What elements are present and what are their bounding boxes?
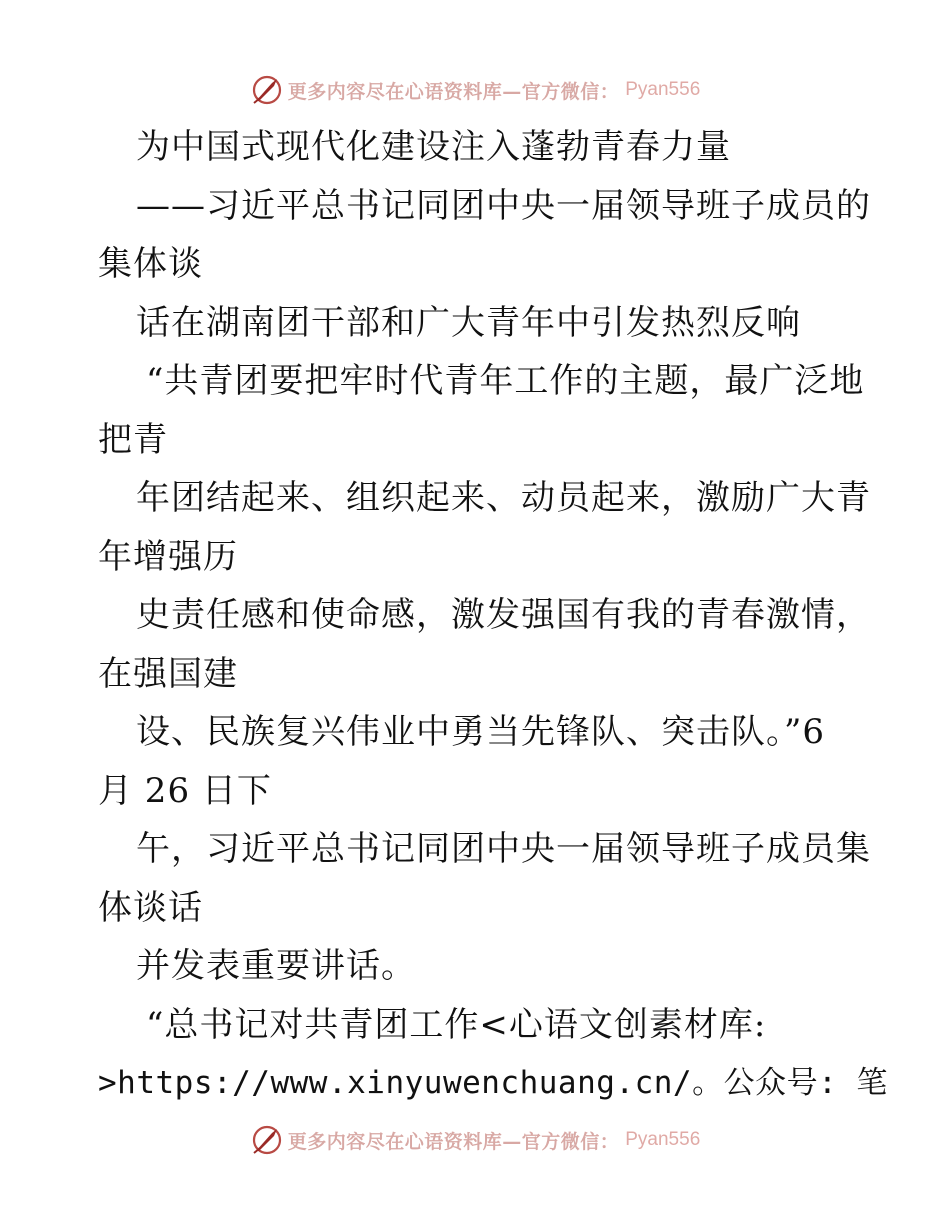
doc-line: 月 26 日下: [98, 770, 272, 811]
footer-watermark: [0, 1120, 950, 1160]
doc-subtitle: ——习近平总书记同团中央一届领导班子成员的: [136, 185, 871, 226]
doc-line: 体谈话: [98, 887, 203, 928]
watermark-text: 更多内容尽在心语资料库—官方微信：: [287, 80, 620, 103]
doc-link-line: >https://www.xinyuwenchuang.cn/。公众号: 笔: [98, 1065, 888, 1101]
doc-line: “共青团要把牢时代青年工作的主题，最广泛地: [146, 361, 865, 401]
doc-line: 史责任感和使命感，激发强国有我的青春激情，: [136, 595, 871, 635]
doc-line: 在强国建: [98, 653, 238, 694]
watermark-wechat-id: Pyan556: [625, 79, 701, 100]
header-watermark: [0, 70, 950, 110]
watermark-wechat-id: Pyan556: [625, 1129, 701, 1150]
doc-line: 话在湖南团干部和广大青年中引发热烈反响: [136, 302, 801, 343]
quill-pen-logo-icon: [250, 73, 284, 107]
document-body: [98, 118, 888, 1113]
watermark-text: 更多内容尽在心语资料库—官方微信：: [287, 1130, 620, 1153]
doc-line: 年增强历: [98, 536, 238, 577]
doc-line: 设、民族复兴伟业中勇当先锋队、突击队。”6: [136, 712, 826, 752]
doc-line: “总书记对共青团工作<心语文创素材库:: [146, 1004, 767, 1045]
doc-line: 并发表重要讲话。: [136, 946, 416, 986]
doc-line: 年团结起来、组织起来、动员起来，激励广大青: [136, 478, 871, 518]
doc-title: 为中国式现代化建设注入蓬勃青春力量: [136, 127, 731, 167]
quill-pen-logo-icon: [250, 1123, 284, 1157]
doc-line: 午，习近平总书记同团中央一届领导班子成员集: [136, 829, 871, 869]
doc-line: 把青: [98, 419, 168, 460]
doc-line: 集体谈: [98, 244, 203, 284]
